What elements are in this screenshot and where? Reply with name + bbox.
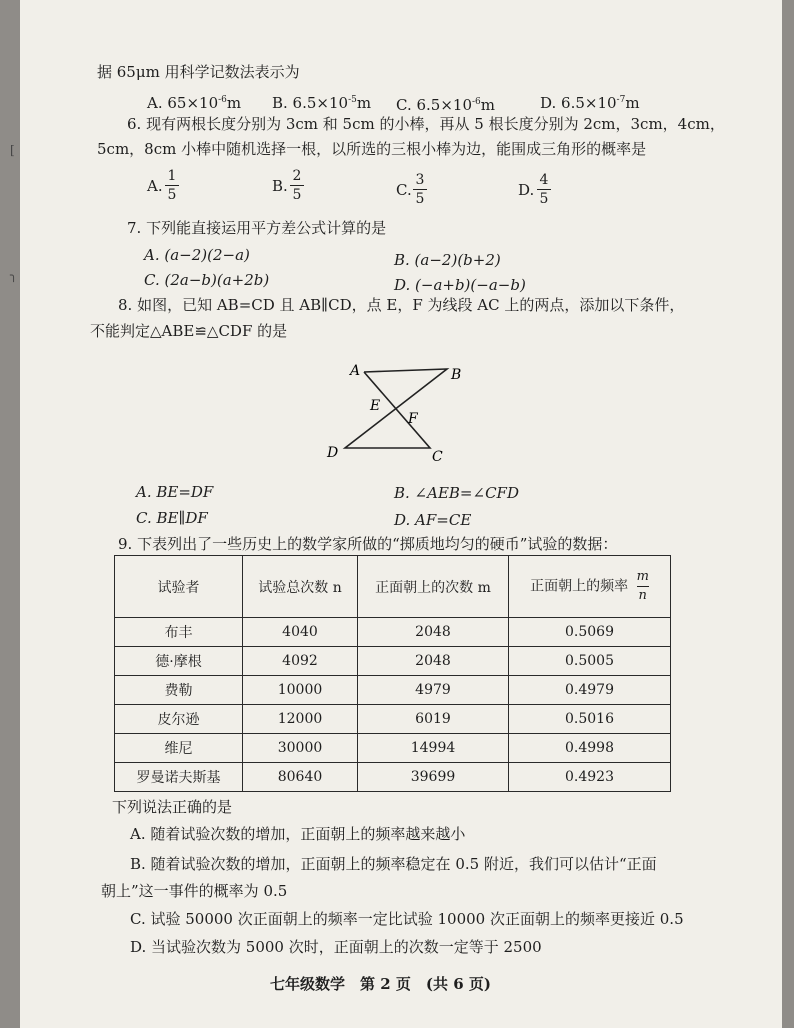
table-cell: 4092: [243, 647, 358, 676]
table-cell: 0.5005: [509, 647, 671, 676]
q6-option-b-fraction: 2 5: [290, 168, 304, 203]
q6-option-a-label: A.: [147, 177, 163, 195]
table-cell: 39699: [358, 763, 509, 792]
q7-option-c: C. (2a−b)(a+2b): [144, 271, 270, 289]
table-cell: 4979: [358, 676, 509, 705]
margin-mark: ╮: [10, 268, 18, 282]
q7-option-a: A. (a−2)(2−a): [144, 246, 250, 264]
table-cell: 布丰: [115, 618, 243, 647]
q8-stem-line1: 8. 如图，已知 AB=CD 且 AB∥CD，点 E，F 为线段 AC 上的两点，添加以下条件，: [118, 296, 685, 314]
table-cell: 6019: [358, 705, 509, 734]
table-cell: 皮尔逊: [115, 705, 243, 734]
margin-mark: [: [10, 143, 15, 157]
q9-stem: 9. 下表列出了一些历史上的数学家所做的“掷质地均匀的硬币”试验的数据：: [118, 535, 618, 553]
table-cell: 80640: [243, 763, 358, 792]
table-row: [115, 763, 671, 792]
q5-option-b: B. $6.5\times 10^{-5}m$: [272, 94, 372, 112]
table-cell: 0.5016: [509, 705, 671, 734]
table-cell: 0.4998: [509, 734, 671, 763]
q5-option-a: A. $65\times 10^{-6}m$: [147, 94, 242, 112]
point-label-c: C: [432, 449, 443, 465]
table-cell: 0.4923: [509, 763, 671, 792]
point-label-b: B: [451, 367, 462, 383]
table-cell: 14994: [358, 734, 509, 763]
q8-stem-line2: 不能判定△ABE≌△CDF 的是: [90, 322, 288, 340]
q9-prompt: 下列说法正确的是: [112, 798, 233, 816]
point-label-f: F: [408, 411, 418, 427]
table-cell: 12000: [243, 705, 358, 734]
q7-stem: 7. 下列能直接运用平方差公式计算的是: [127, 219, 387, 237]
q8-option-c: C. BE∥DF: [136, 509, 208, 527]
q9-option-a: A. 随着试验次数的增加，正面朝上的频率越来越小: [130, 825, 466, 843]
q8-option-b: B. ∠AEB=∠CFD: [394, 484, 519, 502]
q7-option-b: B. (a−2)(b+2): [394, 251, 501, 269]
point-label-e: E: [370, 398, 381, 414]
table-cell: 费勒: [115, 676, 243, 705]
table-cell: 罗曼诺夫斯基: [115, 763, 243, 792]
q6-option-c-fraction: 3 5: [413, 172, 427, 207]
q9-option-b-line2: 朝上”这一事件的概率为 0.5: [101, 882, 288, 900]
frequency-fraction: $\frac{m}{n}$: [636, 569, 649, 603]
q6-option-a-fraction: 1 5: [165, 168, 179, 203]
header-heads-count: 正面朝上的次数 m: [358, 556, 509, 618]
q5-option-d: D. $6.5\times 10^{-7}m$: [540, 94, 640, 112]
q9-option-c: C. 试验 50000 次正面朝上的频率一定比试验 10000 次正面朝上的频率更接近 0.5: [130, 910, 684, 928]
table-cell: 2048: [358, 647, 509, 676]
point-label-a: A: [350, 363, 361, 379]
table-cell: 10000: [243, 676, 358, 705]
q6-option-d-fraction: 4 5: [537, 172, 551, 207]
q9-option-b-line1: B. 随着试验次数的增加，正面朝上的频率稳定在 0.5 附近，我们可以估计“正面: [130, 855, 657, 873]
q7-option-d: D. (−a+b)(−a−b): [394, 276, 526, 294]
point-label-d: D: [327, 445, 339, 461]
q6-option-b-label: B.: [272, 177, 288, 195]
table-row: [115, 647, 671, 676]
q5-stem: 据 65μm 用科学记数法表示为: [97, 63, 300, 81]
q8-figure: [320, 355, 470, 465]
table-cell: 0.4979: [509, 676, 671, 705]
q5-option-c: C. $6.5\times 10^{-6}m$: [396, 96, 496, 114]
q6-stem-line1: 6. 现有两根长度分别为 3cm 和 5cm 的小棒，再从 5 根长度分别为 2cm，3cm，4cm，: [127, 115, 725, 133]
table-cell: 2048: [358, 618, 509, 647]
q6-option-d-label: D.: [518, 181, 535, 199]
table-cell: 0.5069: [509, 618, 671, 647]
header-experimenter: 试验者: [115, 556, 243, 618]
table-cell: 4040: [243, 618, 358, 647]
table-header-row: [115, 556, 671, 618]
page-footer: 七年级数学 第 2 页 (共 6 页): [270, 975, 491, 993]
coin-toss-table: [114, 555, 671, 792]
q6-option-c-label: C.: [396, 181, 412, 199]
table-cell: 30000: [243, 734, 358, 763]
table-row: [115, 618, 671, 647]
table-row: [115, 705, 671, 734]
q8-figure-lines: [345, 369, 447, 448]
q8-option-d: D. AF=CE: [394, 511, 472, 529]
q9-option-d: D. 当试验次数为 5000 次时，正面朝上的次数一定等于 2500: [130, 938, 542, 956]
table-row: [115, 676, 671, 705]
header-heads-frequency: 正面朝上的频率 $\frac{m}{n}$: [509, 556, 671, 618]
table-cell: 德·摩根: [115, 647, 243, 676]
header-total-trials: 试验总次数 n: [243, 556, 358, 618]
table-row: [115, 734, 671, 763]
q8-option-a: A. BE=DF: [136, 483, 214, 501]
q6-stem-line2: 5cm，8cm 小棒中随机选择一根，以所选的三根小棒为边，能围成三角形的概率是: [97, 140, 647, 158]
table-cell: 维尼: [115, 734, 243, 763]
